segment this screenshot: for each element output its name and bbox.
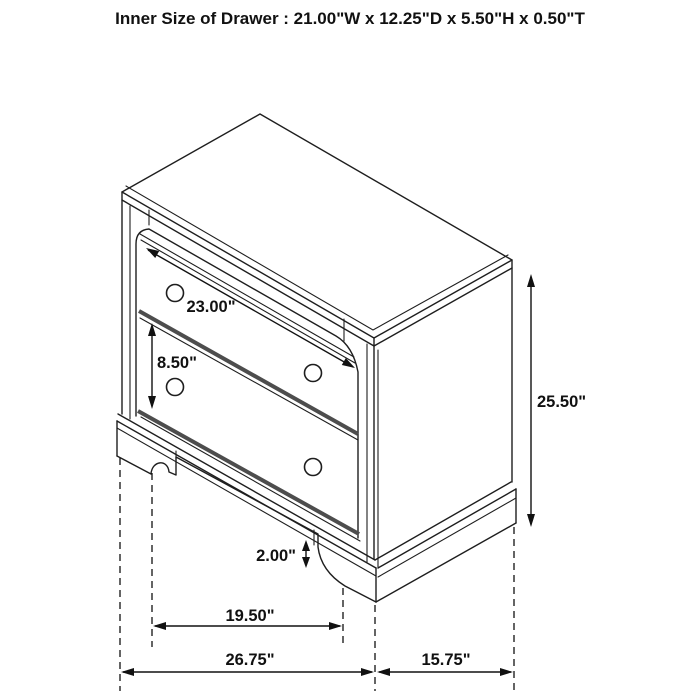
- arrowhead-icon: [302, 540, 310, 551]
- arrowhead-icon: [527, 514, 535, 527]
- dim-base-clearance: [256, 540, 310, 568]
- arrowhead-icon: [329, 622, 342, 630]
- drawer-knob-icon: [167, 285, 184, 302]
- page-title: Inner Size of Drawer : 21.00"W x 12.25"D x 5.50"H x 0.50"T: [115, 9, 585, 28]
- dim-feet-span: [153, 607, 342, 630]
- drawer-knob-icon: [305, 459, 322, 476]
- bottom-rail-edge: [141, 417, 360, 541]
- base-top-edge-right: [378, 489, 516, 568]
- arrowhead-icon: [377, 668, 390, 676]
- top-face-inset-line: [126, 186, 508, 330]
- arrowhead-icon: [148, 323, 156, 336]
- arrowhead-icon: [500, 668, 513, 676]
- base-skirt-outline: [117, 456, 376, 602]
- arrowhead-icon: [361, 668, 374, 676]
- drawer-knob-icon: [167, 379, 184, 396]
- top-face-outline: [122, 114, 512, 338]
- dim-label-drawer-width: 23.00": [186, 298, 236, 316]
- arrowhead-icon: [302, 557, 310, 568]
- dim-label-base-clearance: 2.00": [256, 547, 296, 565]
- dim-overall-height: [527, 274, 586, 527]
- base-band-top-right: [375, 482, 511, 560]
- dim-label-overall-height: 25.50": [537, 393, 587, 411]
- arrowhead-icon: [121, 668, 134, 676]
- dim-label-overall-width: 26.75": [225, 651, 275, 669]
- arrowhead-icon: [148, 396, 156, 409]
- dim-overall-width: [121, 651, 374, 676]
- drawer-knob-icon: [305, 365, 322, 382]
- arrowhead-icon: [527, 274, 535, 287]
- base-band-top-front: [118, 414, 375, 560]
- base-molding-line-front: [117, 428, 376, 576]
- cabinet-front-frame: [122, 200, 378, 567]
- dim-overall-depth: [377, 651, 513, 676]
- dim-label-overall-depth: 15.75": [421, 651, 471, 669]
- top-panel: [122, 114, 512, 346]
- base-molding-line-right: [378, 498, 516, 577]
- base-bottom-edge-right: [376, 523, 516, 602]
- arrowhead-icon: [153, 622, 166, 630]
- dim-label-feet-span: 19.50": [225, 607, 275, 625]
- base-plinth: [117, 414, 516, 602]
- dim-label-drawer-height: 8.50": [157, 354, 197, 372]
